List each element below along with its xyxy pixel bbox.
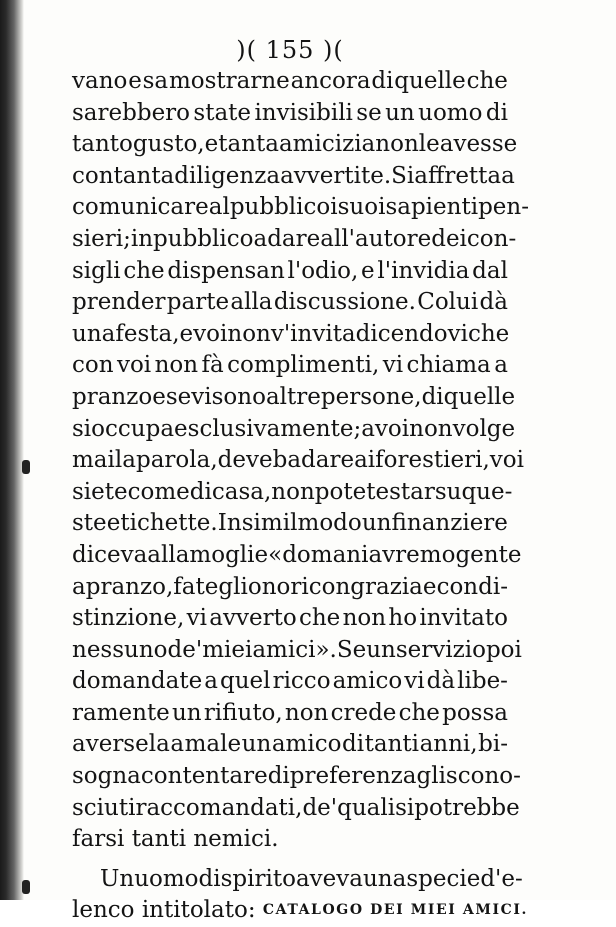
line-text: lenco intitolato: bbox=[72, 897, 263, 924]
text-line: sieri; in pubblico a dare all'autore dei con- bbox=[72, 225, 517, 252]
page-number: )( 155 )( bbox=[236, 36, 344, 64]
text-line: una festa, e voi non v'invita dicendovi che bbox=[72, 320, 510, 347]
text-line: con voi non fà complimenti, vi chiama a bbox=[72, 352, 508, 379]
text-line: si occupa esclusivamente; a voi non volge bbox=[72, 415, 516, 442]
text-line: mai la parola, deve badare ai forestieri, voi bbox=[72, 447, 524, 474]
text-line: domandate a quel ricco amico vi dà libe- bbox=[72, 668, 508, 695]
text-line: stinzione, vi avverto che non ho invitato bbox=[72, 605, 508, 632]
text-line: con tanta diligenza avvertite. Si affretta a bbox=[72, 162, 515, 189]
text-line: diceva alla moglie « domani avremo gente bbox=[72, 541, 522, 568]
text-line: tanto gusto, e tanta amicizia non le avesse bbox=[72, 131, 518, 158]
text-line: vano e sa mostrarne ancora di quelle che bbox=[72, 68, 508, 94]
binding-edge bbox=[0, 0, 24, 900]
text-line: sciuti raccomandati, de' quali si potrebbe bbox=[72, 794, 520, 821]
text-line: comunicare al pubblico i suoi sapienti pen- bbox=[72, 194, 529, 221]
text-line: ramente un rifiuto, non crede che possa bbox=[72, 699, 508, 726]
body-text bbox=[72, 66, 529, 927]
catalog-title: CATALOGO DEI MIEI AMICI. bbox=[262, 902, 528, 919]
binding-speck bbox=[22, 460, 30, 474]
text-line: nessuno de' miei amici ». Se un servizio poi bbox=[72, 636, 522, 663]
binding-speck bbox=[22, 880, 30, 894]
text-line bbox=[72, 895, 528, 927]
text-line: pranzo e se vi sono altre persone, di quelle bbox=[72, 383, 516, 410]
text-line: farsi tanti nemici. bbox=[72, 826, 279, 853]
text-line: sarebbero state invisibili se un uomo di bbox=[72, 99, 508, 126]
text-line: ste etichette. In simil modo un finanziere bbox=[72, 510, 508, 537]
text-line: sigli che dispensan l'odio, e l'invidia dal bbox=[72, 257, 508, 284]
text-line: a pranzo, fate gli onori con grazia e con di- bbox=[72, 573, 508, 600]
text-line: Un uomo di spirito aveva una specie d'e- bbox=[100, 865, 523, 892]
text-line: sogna contentare di preferenza gli scono- bbox=[72, 763, 521, 790]
text-line: prender parte alla discussione. Colui dà bbox=[72, 289, 508, 316]
text-line: aversela a male un amico di tanti anni, bi- bbox=[72, 731, 508, 758]
text-line: siete come di casa, non potete star su que- bbox=[72, 478, 513, 505]
